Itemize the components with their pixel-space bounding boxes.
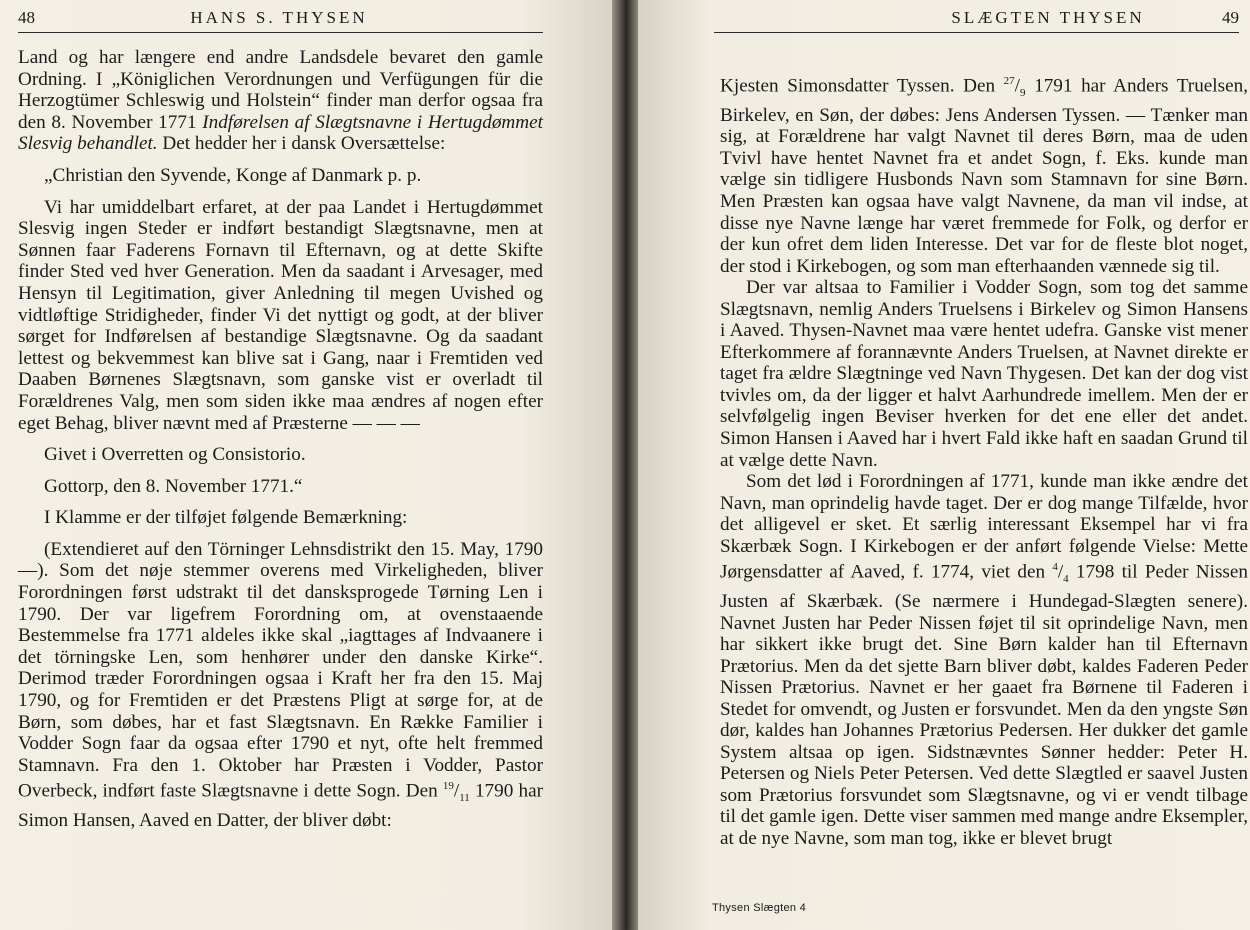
left-page-number: 48	[18, 8, 35, 27]
left-body-text	[18, 47, 543, 832]
fraction-numerator: 4	[1052, 561, 1058, 574]
left-running-head: HANS S. THYSEN	[190, 8, 368, 27]
paragraph: Der var altsaa to Familier i Vodder Sogn, som tog det samme Slægtsnavn, nemlig Anders Truelsens i Birkelev og Simon Hansens i Aaved. Thysen-Navnet maa være hentet udefra. Ganske vist mener Efterkommere af forannævnte Anders Truelsen, at Navnet direkte er taget fra ældre Slægtninge ved Navn Thygesen. Det kan der dog vist tvivles om, da der ligger et halvt Aarhundrede imellem. Men der er selvfølgelig ingen Beviser hverken for det ene eller det andet. Simon Hansen i Aaved har i hvert Fald ikke haft en saadan Grund til at vælge dette Navn.	[720, 277, 1248, 471]
paragraph: (Extendieret auf den Törninger Lehnsdistrikt den 15. May, 1790 —). Som det nøje stemmer overens med Virkeligheden, bliver Forordningen først udstrakt til det dansksprogede Tørning Len i 1790. Der var ligefrem Forordning om, at ovenstaaende Bestemmelse fra 1771 aldeles ikke skal „iagttages af Indvaanere i det törningske Len, som henhører under den danske Kirke“. Derimod træder Forordningen ogsaa i Kraft her fra den 15. Maj 1790, og for Fremtiden er det Præstens Pligt at sørge for, at de Børn, som døbes, har et fast Slægtsnavn. En Række Familier i Vodder Sogn faar da ogsaa efter 1790 et nyt, ofte helt fremmed Stamnavn. Fra den 1. Oktober har Præsten i Vodder, Pastor Overbeck, indført faste Slægtsnavne i dette Sogn. Den $^{19}/_{11}$ 1790 har Simon Hansen, Aaved en Datter, der bliver døbt:	[18, 538, 543, 832]
right-body-text	[720, 71, 1248, 850]
italic-text-run: Indførelsen af Slægtsnavne i Hertugdømmet Slesvig behandlet.	[18, 111, 543, 155]
text-run: Det hedder her i dansk Oversættelse:	[157, 133, 446, 155]
fraction-numerator: 27	[1003, 75, 1015, 87]
right-running-header	[714, 8, 1239, 33]
fraction-numerator: 19	[442, 780, 454, 793]
fraction-denominator: 9	[1020, 87, 1026, 100]
text-run: 1791 har Anders Truelsen, Birkelev, en Søn, der døbes: Jens Andersen Tyssen. — Tænker man sig, at Forældrene har valgt Navnet til deres Børn, maa de uden Tvivl have hentet Navnet fra et andet Sogn, f. Eks. kunde man vælge sin tidligere Husbonds Navn som Stamnavn for sine Børn. Men Præsten kan ogsaa have valgt Navnene, da man vil indse, at disse nye Navne længe har været fremmede for Folk, og derfor er der kun ofret dem liden Interesse. Det var for de fleste blot noget, der stod i Kirkebogen, og som man efterhaanden vænnede sig til.	[720, 75, 1249, 277]
text-run: Land og har længere end andre Landsdele bevaret den gamle Ordning. I „Königlichen Verordnungen und Verfügungen für die Herzogtümer Schleswig und Holstein“ finder man derfor ogsaa fra den 8. November 1771	[18, 47, 543, 133]
book-gutter	[612, 0, 638, 930]
right-page-number: 49	[1222, 8, 1239, 27]
text-run: Kjesten Simonsdatter Tyssen. Den	[720, 75, 1004, 97]
paragraph: Vi har umiddelbart erfaret, at der paa Landet i Hertugdømmet Slesvig ingen Steder er indført bestandigt Slægtsnavne, men at Sønnen faar Faderens Fornavn til Efternavn, og at dette Skifte finder Sted ved hver Generation. Men da saadant i Arvesager, med Hensyn til Legitimation, giver Anledning til megen Uvished og vidtløftige Stridigheder, finder Vi det nyttigt og godt, at der bliver sørget for Indførelsen af bestandige Slægtsnavne. Og da saadant lettest og bekvemmest kan blive sat i Gang, naar i Fremtiden ved Daaben Børnenes Slægtsnavn, som ganske vist er overladt til Forældrenes Valg, men som siden ikke maa ændres af nogen efter eget Behag, bliver nævnt med af Præsterne — — —	[18, 196, 543, 434]
paragraph: Gottorp, den 8. November 1771.“	[44, 475, 303, 497]
left-page	[0, 0, 612, 930]
right-running-head: SLÆGTEN THYSEN	[951, 8, 1145, 27]
text-run: Som det lød i Forordningen af 1771, kunde man ikke ændre det Navn, man oprindelig havde taget. Der er dog mange Tilfælde, hvor det alligevel er sket. Et særlig interessant Eksempel har vi fra Skærbæk Sogn. I Kirkebogen er der anført følgende Vielse: Mette Jørgensdatter af Aaved, f. 1774, viet den	[720, 471, 1248, 583]
fraction-denominator: 11	[459, 792, 470, 805]
paragraph: Som det lød i Forordningen af 1771, kunde man ikke ændre det Navn, man oprindelig havde taget. Der er dog mange Tilfælde, hvor det alligevel er sket. Et særlig interessant Eksempel har vi fra Skærbæk Sogn. I Kirkebogen er der anført følgende Vielse: Mette Jørgensdatter af Aaved, f. 1774, viet den $^4/_4$ 1798 til Peder Nissen Justen af Skærbæk. (Se nærmere i Hundegad-Slægten senere). Navnet Justen har Peder Nissen føjet til sit oprindelige Navn, men har sikkert ikke brugt det. Sine Børn kalder han til Efternavn Prætorius. Men da det sjette Barn bliver døbt, kaldes Faderen Peder Nissen Prætorius. Navnet er her gaaet fra Børnene til Faderen i Stedet for omvendt, og Justen er forsvundet. Men da den yngste Søn dør, kaldes han Johannes Prætorius Pedersen. Her dukker det gamle System altsaa op igen. Sidstnævntes Sønner hedder: Peter H. Petersen og Niels Peter Petersen. Ved dette Slægtled er saavel Justen som Prætorius forsvundet som Slægtsnavne, og vi er vendt tilbage til det gamle igen. Dette viser sammen med mange andre Eksempler, at de nye Navne, som man tog, ikke er blevet brugt	[720, 471, 1248, 850]
text-run: (Extendieret auf den Törninger Lehnsdistrikt den 15. May, 1790 —). Som det nøje stemmer overens med Virkeligheden, bliver Forordningen først udstrakt til det dansksprogede Tørning Len i 1790. Der var ligefrem Forordning om, at ovenstaaende Bestemmelse fra 1771 aldeles ikke skal „iagttages af Indvaanere i det törningske Len, som henhører under den danske Kirke“. Derimod træder Forordningen ogsaa i Kraft her fra den 15. Maj 1790, og for Fremtiden er det Præstens Pligt at sørge for, at de Børn, som døbes, har et fast Slægtsnavn. En Række Familier i Vodder Sogn faar da ogsaa efter 1790 et nyt, ofte helt fremmed Stamnavn. Fra den 1. Oktober har Præsten i Vodder, Pastor Overbeck, indført faste Slægtsnavne i dette Sogn. Den	[18, 538, 543, 802]
paragraph: „Christian den Syvende, Konge af Danmark p. p.	[44, 164, 422, 186]
paragraph: Givet i Overretten og Consistorio.	[44, 444, 306, 466]
text-run: 1798 til Peder Nissen Justen af Skærbæk. (Se nærmere i Hundegad-Slægten senere). Navnet Justen har Peder Nissen føjet til sit oprindelige Navn, men har sikkert ikke brugt det. Sine Børn kalder han til Efternavn Prætorius. Men da det sjette Barn bliver døbt, kaldes Faderen Peder Nissen Prætorius. Navnet er her gaaet fra Børnene til Faderen i Stedet for omvendt, og Justen er forsvundet. Men da den yngste Søn dør, kaldes han Johannes Prætorius Pedersen. Her dukker det gamle System altsaa op igen. Sidstnævntes Sønner hedder: Peter H. Petersen og Niels Peter Petersen. Ved dette Slægtled er saavel Justen som Prætorius forsvundet som Slægtsnavne, og vi er vendt tilbage til det gamle igen. Dette viser sammen med mange andre Eksempler, at de nye Navne, som man tog, ikke er blevet brugt	[720, 561, 1248, 850]
right-page	[638, 0, 1250, 930]
paragraph: I Klamme er der tilføjet følgende Bemærkning:	[44, 507, 408, 529]
left-running-header	[18, 8, 543, 33]
text-run: 1790 har Simon Hansen, Aaved en Datter, der bliver døbt:	[18, 780, 543, 832]
paragraph: Kjesten Simonsdatter Tyssen. Den $^{27}/_9$ 1791 har Anders Truelsen, Birkelev, en Søn, der døbes: Jens Andersen Tyssen. — Tænker man sig, at Forældrene har valgt Navnet til deres Børn, maa de uden Tvivl have hentet Navnet fra et andet Sogn, f. Eks. kunde man vælge sin tidligere Husbonds Navn som Stamnavn for sine Børn. Men Præsten kan ogsaa have valgt Navnene, da man vil indse, at disse nye Navne længe har været fremmede for Folk, og derfor er der kun ofret dem liden Interesse. Det var for de fleste blot noget, der stod i Kirkebogen, og som man efterhaanden vænnede sig til.	[720, 75, 1249, 277]
signature-mark: Thysen Slægten 4	[712, 902, 807, 914]
paragraph	[18, 47, 543, 155]
fraction-denominator: 4	[1063, 573, 1069, 586]
